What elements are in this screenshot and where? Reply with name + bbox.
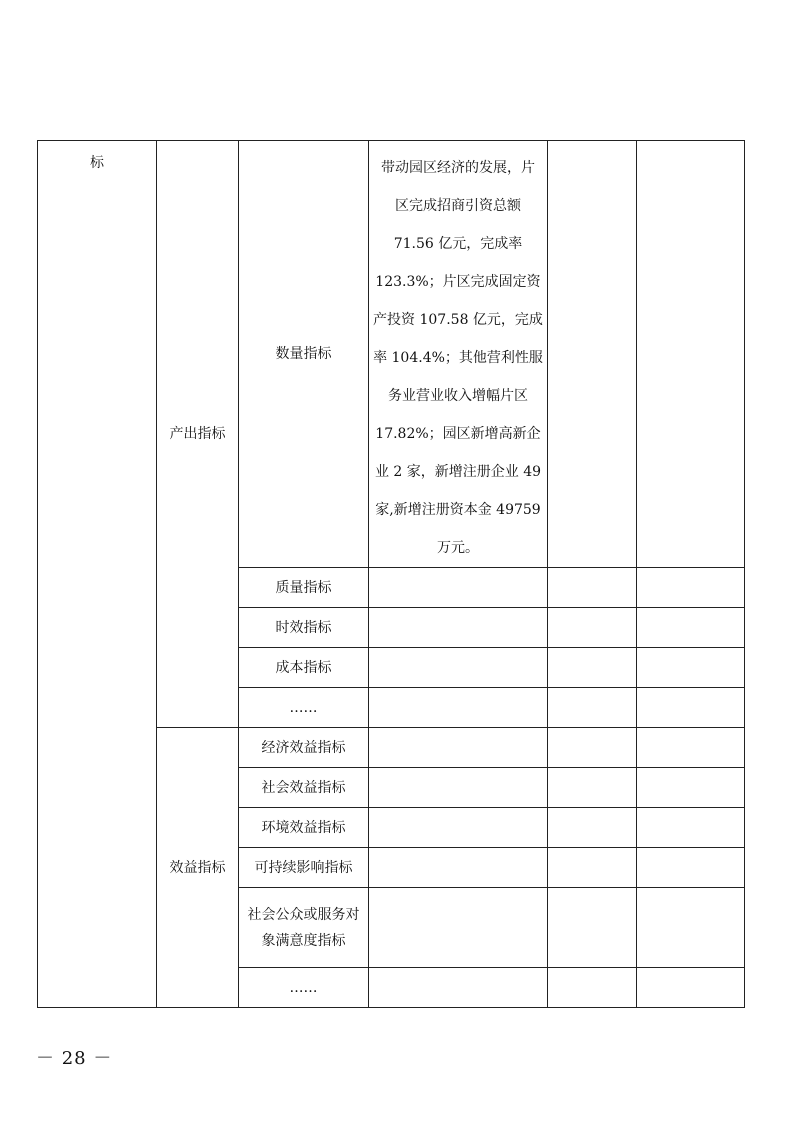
indicator-category-cell: 标 (38, 141, 157, 1008)
performance-indicator-table (37, 140, 745, 1008)
empty-cell (369, 968, 548, 1008)
satisfaction-label-line2: 象满意度指标 (261, 932, 346, 949)
empty-cell (548, 848, 637, 888)
quantity-indicator-label: 数量指标 (239, 141, 369, 568)
satisfaction-indicator-label (239, 888, 369, 968)
empty-cell (548, 768, 637, 808)
empty-cell (637, 141, 745, 568)
description-line: 带动园区经济的发展，片 (381, 160, 535, 176)
empty-cell (548, 888, 637, 968)
cost-indicator-label: 成本指标 (239, 648, 369, 688)
empty-cell (548, 568, 637, 608)
empty-cell (637, 568, 745, 608)
output-indicator-group: 产出指标 (157, 141, 239, 728)
page-number: － 28 － (36, 1048, 113, 1069)
description-line: 17.82%；园区新增高新企 (375, 426, 541, 442)
empty-cell (369, 688, 548, 728)
description-line: 产投资 107.58 亿元，完成 (373, 312, 543, 328)
empty-cell (369, 608, 548, 648)
empty-cell (637, 808, 745, 848)
empty-cell (548, 141, 637, 568)
empty-cell (637, 688, 745, 728)
empty-cell (637, 888, 745, 968)
empty-cell (637, 728, 745, 768)
satisfaction-label-line1: 社会公众或服务对 (247, 906, 360, 923)
empty-cell (369, 768, 548, 808)
empty-cell (637, 608, 745, 648)
empty-cell (369, 848, 548, 888)
empty-cell (548, 728, 637, 768)
empty-cell (637, 648, 745, 688)
description-line: 区完成招商引资总额 (395, 198, 521, 214)
description-line: 家,新增注册资本金 49759 (375, 502, 541, 518)
empty-cell (369, 568, 548, 608)
environmental-benefit-label: 环境效益指标 (239, 808, 369, 848)
description-line: 万元。 (437, 540, 479, 556)
economic-benefit-label: 经济效益指标 (239, 728, 369, 768)
description-line: 业 2 家，新增注册企业 49 (374, 464, 542, 480)
empty-cell (369, 728, 548, 768)
description-line: 71.56 亿元，完成率 (393, 236, 523, 252)
description-line: 率 104.4%；其他营利性服 (373, 350, 543, 366)
sustainable-impact-label: 可持续影响指标 (239, 848, 369, 888)
empty-cell (369, 808, 548, 848)
table-row (38, 141, 745, 568)
empty-cell (548, 808, 637, 848)
social-benefit-label: 社会效益指标 (239, 768, 369, 808)
empty-cell (548, 608, 637, 648)
quality-indicator-label: 质量指标 (239, 568, 369, 608)
empty-cell (369, 888, 548, 968)
output-ellipsis: …… (239, 688, 369, 728)
empty-cell (637, 968, 745, 1008)
empty-cell (369, 648, 548, 688)
empty-cell (548, 688, 637, 728)
empty-cell (548, 648, 637, 688)
description-line: 123.3%；片区完成固定资 (375, 274, 541, 290)
timeliness-indicator-label: 时效指标 (239, 608, 369, 648)
empty-cell (637, 768, 745, 808)
description-line: 务业营业收入增幅片区 (388, 388, 528, 404)
empty-cell (637, 848, 745, 888)
quantity-indicator-description (369, 141, 548, 568)
empty-cell (548, 968, 637, 1008)
benefit-ellipsis: …… (239, 968, 369, 1008)
benefit-indicator-group: 效益指标 (157, 728, 239, 1008)
